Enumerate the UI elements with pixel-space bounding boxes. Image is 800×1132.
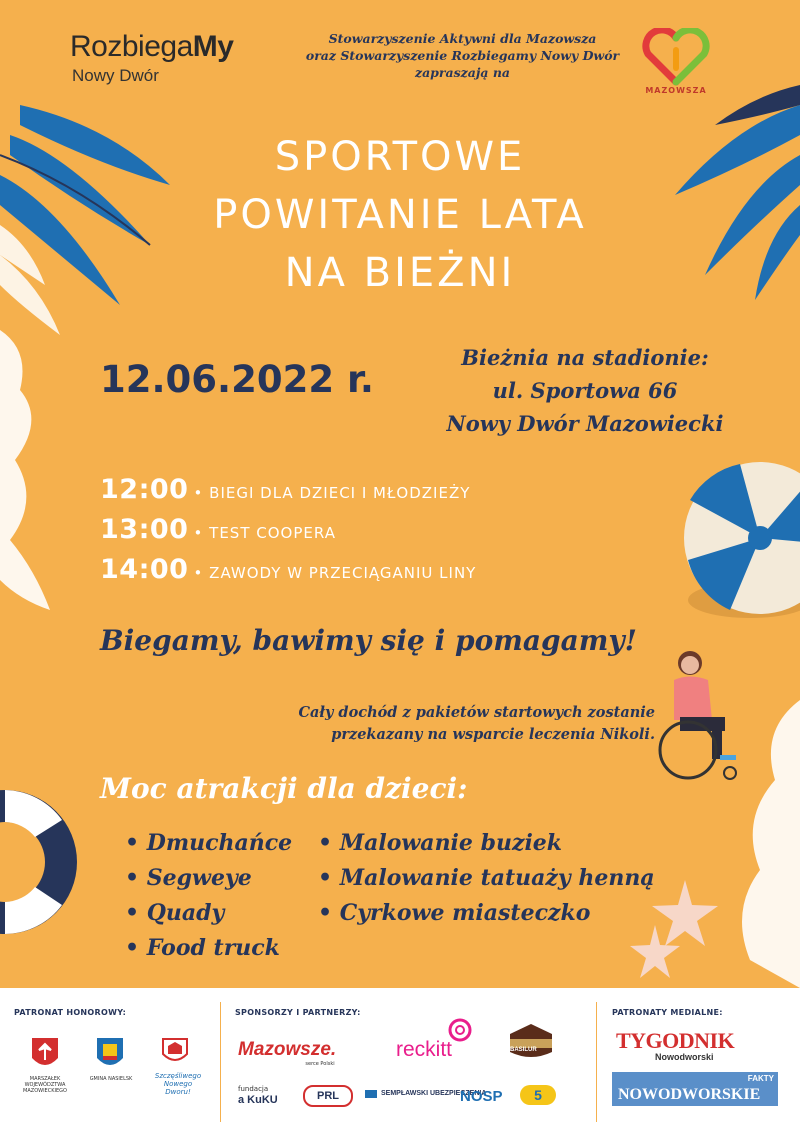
- attraction-item: • Food truck: [125, 931, 292, 966]
- attraction-item: • Quady: [125, 896, 292, 931]
- divider: [596, 1002, 597, 1122]
- title-line: NA BIEŻNI: [284, 250, 516, 296]
- income-line: przekazany na wsparcie leczenia Nikoli.: [331, 726, 655, 743]
- gmina-crest-icon: [95, 1036, 125, 1072]
- venue-line: ul. Sportowa 66: [492, 378, 678, 403]
- palm-leaf-left-icon: [0, 95, 175, 335]
- sponsor-tagline: serce Polski: [305, 1061, 335, 1067]
- media-nowodworskie: NOWODWORSKIE: [618, 1086, 761, 1103]
- sponsors-title: SPONSORZY I PARTNERZY:: [235, 1008, 361, 1017]
- person-wheelchair-image: [650, 645, 745, 785]
- title-line: SPORTOWE: [274, 134, 526, 180]
- invite-line: zapraszają na: [414, 65, 511, 80]
- attractions-list-right: [318, 826, 655, 931]
- honorary-title: PATRONAT HONOROWY:: [14, 1008, 127, 1017]
- mazowsza-label: MAZOWSZA: [645, 86, 707, 95]
- income-line: Cały dochód z pakietów startowych zostanie: [298, 704, 655, 721]
- event-venue: [430, 341, 740, 440]
- schedule-time: 12:00: [100, 474, 189, 505]
- invite-line: oraz Stowarzyszenie Rozbiegamy Nowy Dwór: [305, 48, 620, 63]
- nowy-dwor-crest-icon: [160, 1036, 190, 1066]
- attraction-item: • Malowanie tatuaży henną: [318, 861, 655, 896]
- palm-leaf-right-icon: [655, 85, 800, 305]
- attraction-item: • Dmuchańce: [125, 826, 292, 861]
- attractions-title: Moc atrakcji dla dzieci:: [100, 772, 468, 805]
- attraction-item: • Cyrkowe miasteczko: [318, 896, 655, 931]
- attraction-item: • Segweye: [125, 861, 292, 896]
- event-title: [150, 128, 650, 302]
- media-tygodnik-sub: Nowodworski: [655, 1052, 714, 1062]
- venue-line: Nowy Dwór Mazowiecki: [446, 411, 724, 436]
- event-date: 12.06.2022 r.: [100, 358, 374, 401]
- schedule-desc: BIEGI DLA DZIECI I MŁODZIEŻY: [209, 484, 471, 502]
- logo-bold-text: My: [192, 30, 234, 63]
- honorary-name: MARSZAŁEK WOJEWÓDZTWA MAZOWIECKIEGO: [23, 1076, 67, 1094]
- media-title: PATRONATY MEDIALNE:: [612, 1008, 723, 1017]
- logo-subtitle: Nowy Dwór: [72, 66, 159, 85]
- sponsor-prl: PRL: [303, 1085, 353, 1107]
- media-fakty: FAKTY: [747, 1074, 774, 1083]
- schedule-time: 14:00: [100, 554, 189, 585]
- slogan: Biegamy, bawimy się i pomagamy!: [100, 624, 637, 657]
- eagle-crest-icon: [30, 1036, 60, 1072]
- media-fakty-banner: [612, 1072, 778, 1106]
- venue-line: Bieżnia na stadionie:: [461, 345, 709, 370]
- invite-line: Stowarzyszenie Aktywni dla Mazowsza: [328, 31, 597, 46]
- divider: [220, 1002, 221, 1122]
- lifebuoy-icon: [0, 775, 85, 950]
- basilur-badge-icon: [506, 1022, 556, 1062]
- sponsor-akuku: a KuKU: [238, 1094, 278, 1106]
- sponsor-fundacja: fundacja: [238, 1085, 269, 1093]
- attraction-item: • Malowanie buziek: [318, 826, 655, 861]
- sponsor-five: 5: [520, 1085, 556, 1105]
- beach-ball-icon: [680, 460, 800, 630]
- mazowsza-heart-logo-icon: [640, 28, 712, 86]
- sponsor-semplawski: SEMPŁAWSKI UBEZPIECZENIA: [365, 1090, 491, 1098]
- footer-partners: [0, 988, 800, 1132]
- splash-left-icon: [0, 330, 80, 620]
- sponsor-nosp: NOSP: [460, 1088, 503, 1105]
- sponsor-basilur: BASILUR: [510, 1047, 537, 1053]
- schedule-item: 13:00 • TEST COOPERA: [100, 514, 336, 545]
- logo-main-text: Rozbiega: [70, 30, 193, 63]
- income-note: [210, 702, 655, 746]
- media-tygodnik: TYGODNIK: [616, 1028, 735, 1053]
- schedule-desc: ZAWODY W PRZECIĄGANIU LINY: [209, 564, 477, 582]
- schedule-time: 13:00: [100, 514, 189, 545]
- invitation-text: [300, 30, 625, 81]
- schedule-desc: TEST COOPERA: [209, 524, 336, 542]
- sponsor-reckitt: reckitt: [396, 1038, 453, 1061]
- schedule-item: 14:00 • ZAWODY W PRZECIĄGANIU LINY: [100, 554, 477, 585]
- honorary-name: Szczęśliwego Nowego Dworu!: [154, 1072, 202, 1096]
- rozbiegamy-logo: [70, 30, 233, 64]
- honorary-name: GMINA NASIELSK: [89, 1076, 133, 1082]
- schedule-item: 12:00 • BIEGI DLA DZIECI I MŁODZIEŻY: [100, 474, 471, 505]
- sponsor-mazowsze: Mazowsze.: [238, 1039, 337, 1060]
- attractions-list-left: [125, 826, 292, 966]
- title-line: POWITANIE LATA: [213, 192, 587, 238]
